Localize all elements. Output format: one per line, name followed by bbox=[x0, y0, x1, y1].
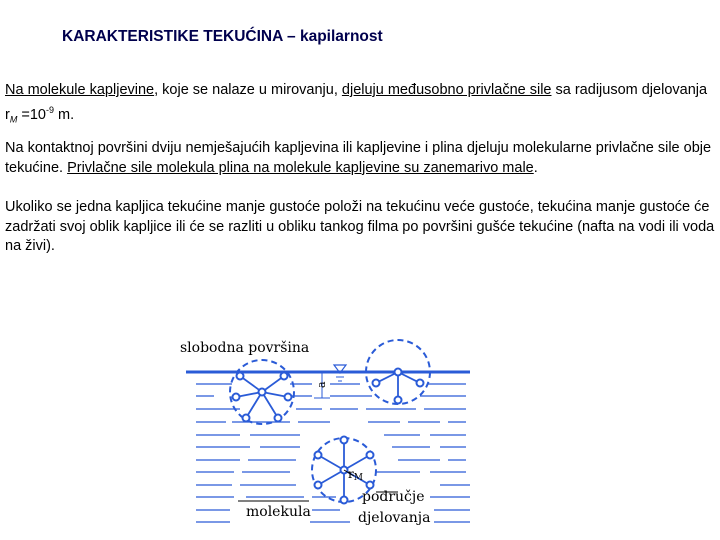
superscript-exponent: -9 bbox=[45, 104, 54, 115]
water-hatching-lines bbox=[196, 384, 470, 522]
term-attractive-forces: djeluju međusobno privlačne sile bbox=[341, 82, 552, 98]
term-gas-forces-negligible: Privlačne sile molekula plina na molekule kapljevine su zanemarivo male bbox=[67, 159, 534, 176]
text-fragment: sa radijusom djelovanja r bbox=[5, 82, 708, 123]
label-free-surface: slobodna površina bbox=[180, 340, 310, 356]
text-fragment: , koje se nalaze u mirovanju, bbox=[154, 82, 342, 98]
label-a: a bbox=[315, 381, 328, 388]
label-molecule: molekula bbox=[246, 504, 311, 520]
label-rm-main: r bbox=[348, 467, 354, 481]
molecule-sphere-1 bbox=[230, 360, 294, 424]
label-rm-sub: M bbox=[353, 473, 363, 483]
label-region-line2: djelovanja bbox=[358, 510, 431, 526]
text-fragment: Na kontaktnoj površini dviju nemješajućih kapljevina ili kapljevine i plina djeluju molekularne privlačne sile obje tekućine. bbox=[5, 140, 712, 176]
page-title: KARAKTERISTIKE TEKUĆINA – kapilarnost bbox=[62, 28, 383, 45]
label-rm bbox=[348, 467, 363, 483]
text-fragment: =10 bbox=[17, 106, 46, 123]
subscript-m: M bbox=[9, 114, 18, 125]
text-fragment: . bbox=[533, 159, 538, 176]
term-liquid-molecules: Na molekule kapljevine bbox=[5, 82, 155, 98]
label-region-line1: područje bbox=[362, 489, 425, 505]
paragraph-droplet-behaviour: Ukoliko se jedna kapljica tekućine manje gustoće položi na tekućinu veće gustoće, tekućina manje gustoće će zadržati svoj oblik kapljice ili će se razliti u obliku tankog filma po površini gušće tekućine (nafta na vodi ili voda na živi). bbox=[5, 199, 715, 254]
text-fragment: m. bbox=[53, 106, 75, 123]
